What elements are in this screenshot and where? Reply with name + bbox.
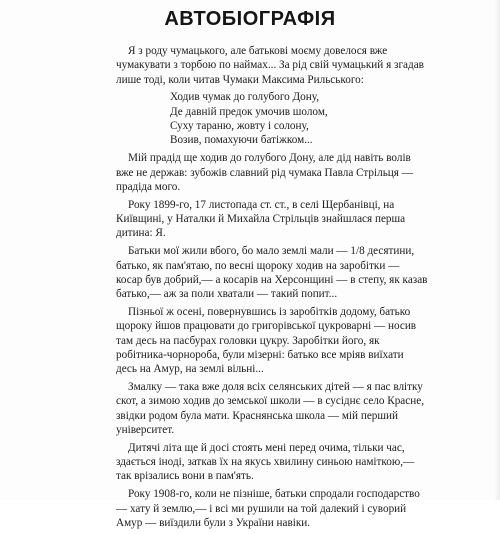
paragraph — [116, 151, 413, 194]
paragraph-line: прадіда мого. — [116, 180, 181, 193]
document-body — [116, 44, 428, 534]
paragraph-line: вже не держав: зубожів славний рід чумака Павла Стрільця — — [116, 166, 413, 179]
paragraph-line: університет. — [116, 423, 175, 436]
paragraph-line: звідки родом була мати. Краснянська школа — мій перший — [116, 409, 398, 422]
paragraph-line: Року 1908-го, коли не пізніше, батьки спродали господарство — [128, 488, 420, 501]
paragraph-line: Року 1899-го, 17 листопада ст. ст., в селі Щербанівці, на — [128, 198, 395, 211]
paragraph-line: Амур — виїздили були з України навіки. — [116, 516, 311, 529]
paragraph-line: косар був добрий,— а косарів на Херсонщині — в степу, як казав — [116, 273, 428, 286]
paragraph — [116, 305, 417, 376]
paragraph-line: Мій прадід ще ходив до голубого Дону, але дід навіть волів — [128, 152, 411, 165]
paragraph-line: Київщині, у Наталки й Михайла Стрільців знайшлася перша — [116, 213, 406, 226]
paragraph-line: — хату й землю,— і всі ми рушили на той далекий і суворий — [116, 502, 407, 515]
paragraph — [116, 44, 424, 87]
paragraph-line: там десь на пасбурах головки цукру. Заробітки його, як — [116, 334, 380, 347]
paragraph-line: чумакувати з торбою по наймах... За рід свій чумацький я згадав — [116, 59, 424, 72]
poem-line: Возив, помахуючи батіжком... — [170, 134, 313, 147]
poem-stanza — [116, 90, 392, 147]
poem-line: Ходив чумак до голубого Дону, — [170, 91, 320, 104]
paragraph — [116, 380, 424, 437]
paragraph-line: батько, як пам'ятаю, по весні щороку ходив на заробітки — — [116, 259, 400, 272]
paragraph-line: батько,— аж за поли хватали — такий попит... — [116, 288, 338, 301]
poem-line: Де давній предок умочив шолом, — [170, 105, 328, 118]
document-title: АВТОБІОГРАФІЯ — [164, 8, 336, 30]
paragraph-line: Я з роду чумацького, але батькові моєму довелося вже — [128, 45, 388, 57]
paragraph — [116, 198, 406, 241]
paragraph-line: Батьки мої жили вбого, бо мало землі мали — 1/8 десятини, — [128, 245, 415, 258]
paragraph-line: робітника-чорнороба, були мізерні: батько все мріяв виїхати — [116, 348, 404, 361]
paragraph-line: Пізньої ж осені, повернувшись із заробітків додому, батько — [128, 306, 411, 319]
paragraph — [116, 441, 415, 484]
page-edge-shadow — [494, 0, 500, 500]
poem-line: Суху тараню, жовту і солону, — [170, 120, 309, 133]
paragraph-line: дитина: Я. — [116, 227, 166, 240]
paragraph-line: скот, а зимою ходив до земської школи — в сусіднє село Красне, — [116, 395, 424, 408]
paragraph-line: лише тоді, коли читав Чумаки Максима Рильського: — [116, 73, 364, 86]
paragraph-line: Дитячі літа ще й досі стоять мені перед очима, тільки час, — [128, 441, 405, 454]
paragraph — [116, 487, 420, 530]
paragraph-line: так врізались вони в пам'ять. — [116, 470, 254, 483]
paragraph-line: Змалку — така вже доля всіх селянських дітей — я пас влітку — [128, 381, 423, 394]
paragraph-line: щороку йшов працювати до григорівської цукроварні — носив — [116, 320, 417, 333]
paragraph — [116, 244, 428, 301]
paragraph-line: здається іноді, заткав їх на якусь хвилину синьою наміткою,— — [116, 456, 415, 469]
paragraph-line: десь на Амур, на землі вільні... — [116, 363, 264, 376]
